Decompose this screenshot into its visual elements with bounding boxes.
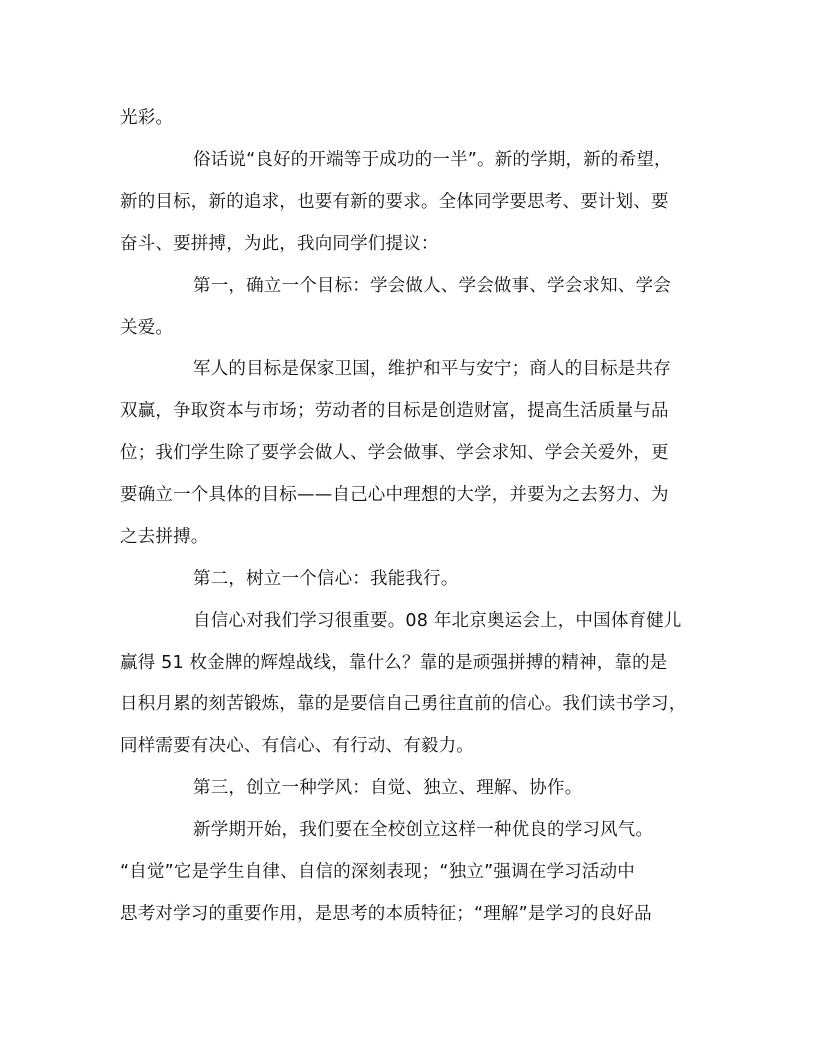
text-line: 奋斗、要拼搏，为此，我向同学们提议：: [120, 234, 439, 254]
paragraph-start: 自信心对我们学习很重要。08 年北京奥运会上，中国体育健儿: [193, 611, 682, 631]
text-line: 之去拼搏。: [120, 527, 209, 547]
text-line: 光彩。: [120, 108, 174, 128]
text-line: 要确立一个具体的目标——自己心中理想的大学，并要为之去努力、为: [120, 485, 669, 505]
section-heading: 第三，创立一种学风：自觉、独立、理解、协作。: [193, 778, 583, 798]
paragraph-start: 俗话说“良好的开端等于成功的一半”。新的学期，新的希望，: [193, 150, 672, 170]
text-line: 同样需要有决心、有信心、有行动、有毅力。: [120, 736, 474, 756]
text-line: 新的目标，新的追求，也要有新的要求。全体同学要思考、要计划、要: [120, 192, 669, 212]
text-line: 位；我们学生除了要学会做人、学会做事、学会求知、学会关爱外，更: [120, 443, 669, 463]
text-line: 思考对学习的重要作用，是思考的本质特征；“理解”是学习的良好品: [120, 904, 652, 924]
text-line: “自觉”它是学生自律、自信的深刻表现；“独立”强调在学习活动中: [120, 862, 635, 882]
paragraph-start: 军人的目标是保家卫国，维护和平与安宁；商人的目标是共存: [193, 359, 671, 379]
section-heading: 第二，树立一个信心：我能我行。: [193, 569, 459, 589]
section-heading: 第一，确立一个目标：学会做人、学会做事、学会求知、学会: [193, 276, 671, 296]
text-line: 赢得 51 枚金牌的辉煌战线，靠什么？靠的是顽强拼搏的精神，靠的是: [120, 653, 668, 673]
text-line: 关爱。: [120, 318, 174, 338]
text-line: 日积月累的刻苦锻炼，靠的是要信自己勇往直前的信心。我们读书学习，: [120, 694, 687, 714]
paragraph-start: 新学期开始，我们要在全校创立这样一种优良的学习风气。: [193, 820, 654, 840]
text-line: 双赢，争取资本与市场；劳动者的目标是创造财富，提高生活质量与品: [120, 401, 669, 421]
